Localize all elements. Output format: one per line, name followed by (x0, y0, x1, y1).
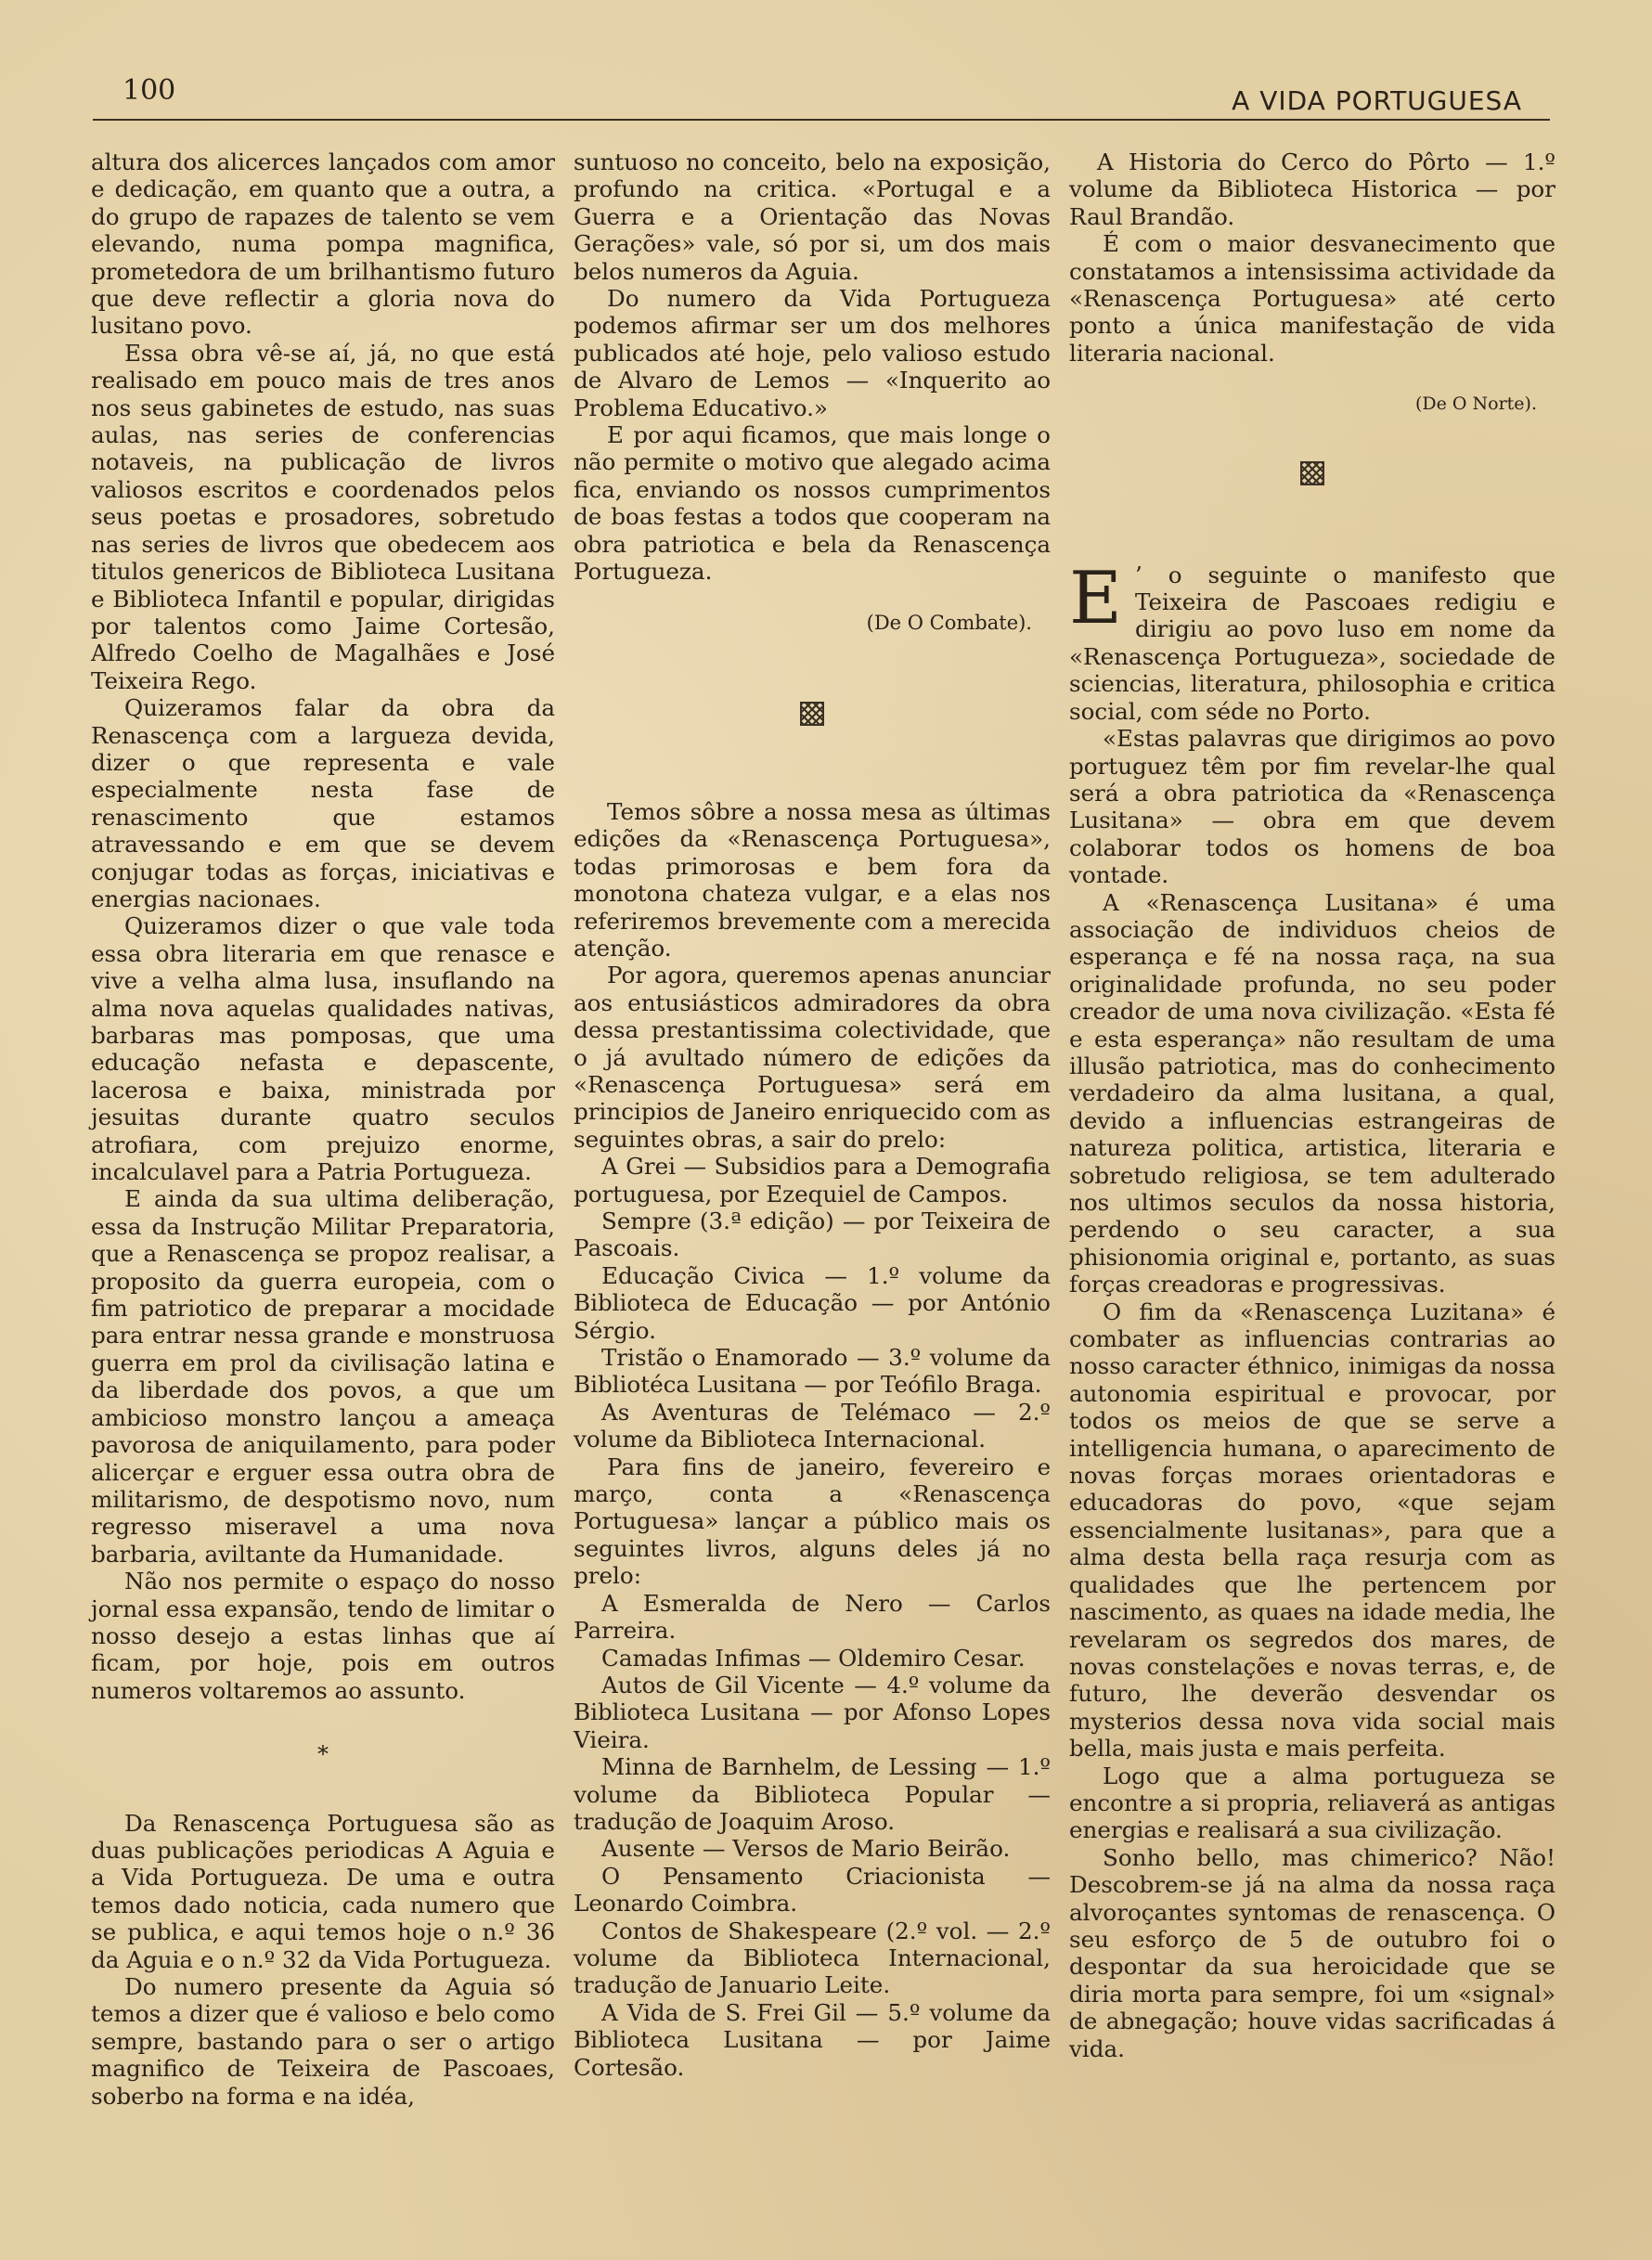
book-entry: As Aventuras de Telémaco — 2.º volume da Biblioteca Internacional. (574, 1398, 1051, 1453)
paragraph: Não nos permite o espaço do nosso jornal essa expansão, tendo de limitar o nosso desejo a estas linhas que aí ficam, por hoje, pois em outros numeros voltaremos ao assunto. (91, 1568, 555, 1704)
running-head: A VIDA PORTUGUESA (1232, 85, 1522, 116)
paragraph: O fim da «Renascença Luzitana» é combater as influencias contrarias ao nosso caracter éthnico, inimigas da nossa autonomia espiritual e provocar, por todos os meios de que se serve a intelligencia humana, o aparecimento de novas forças moraes orientadoras e educadoras do povo, «que sejam essencialmente lusitanas», para que a alma desta bella raça resurja com as qualidades que lhe pertencem por nascimento, as quaes na idade media, lhe revelaram os segredos dos mares, de novas constelações e novas terras, e, de futuro, lhe deverão desvendar os mysterios dessa nova vida social mais bella, mais justa e mais perfeita. (1069, 1298, 1555, 1763)
section-separator: * (317, 1741, 329, 1768)
source-credit: (De O Norte). (1414, 394, 1537, 415)
column-3 (1069, 149, 1555, 2062)
paragraph-text: ’ o seguinte o manifesto que Teixeira de Pascoaes redigiu e dirigiu ao povo luso em nome da «Renascença Portugueza», sociedade de sciencias, literatura, philosophia e critica social, com séde no Porto. (1069, 561, 1555, 725)
paragraph: E por aqui ficamos, que mais longe o não permite o motivo que alegado acima fica, enviando os nossos cumprimentos de boas festas a todos que cooperam na obra patriotica e bela da Renascença Portugueza. (574, 421, 1051, 586)
paragraph: Sonho bello, mas chimerico? Não! Descobrem-se já na alma da nossa raça alvoroçantes syntomas de renascença. O seu esforço de 5 de outubro foi o despontar da sua heroicidade que se diria morta para sempre, foi um «signal» de abnegação; houve vidas sacrificadas á vida. (1069, 1843, 1555, 2062)
header-rule (93, 119, 1550, 121)
paragraph: Temos sôbre a nossa mesa as últimas edições da «Renascença Portuguesa», todas primorosas e bem fora da monotona chateza vulgar, e a elas nos referiremos brevemente com a merecida atenção. (574, 797, 1051, 962)
column-2 (574, 149, 1051, 2081)
paragraph: Essa obra vê-se aí, já, no que está realisado em pouco mais de tres anos nos seus gabinetes de estudo, nas suas aulas, nas series de conferencias notaveis, na publicação de livros valiosos escritos e coordenados pelos seus poetas e prosadores, sobretudo nas series de livros que obedecem aos titulos genericos de Biblioteca Lusitana e Biblioteca Infantil e popular, dirigidas por talentos como Jaime Cortesão, Alfredo Coelho de Magalhães e José Teixeira Rego. (91, 339, 555, 694)
book-entry: Ausente — Versos de Mario Beirão. (601, 1835, 1011, 1863)
book-entry: Contos de Shakespeare (2.º vol. — 2.º volume da Biblioteca Internacional, tradução de Januario Leite. (574, 1917, 1051, 1999)
paragraph: Da Renascença Portuguesa são as duas publicações periodicas A Aguia e a Vida Portugueza. De uma e outra temos dado noticia, cada numero que se publica, e aqui temos hoje o n.º 36 da Aguia e o n.º 32 da Vida Portugueza. (91, 1809, 555, 1973)
ornament-icon (574, 702, 1051, 726)
book-entry: A Esmeralda de Nero — Carlos Parreira. (574, 1589, 1051, 1645)
paragraph: altura dos alicerces lançados com amor e dedicação, em quanto que a outra, a do grupo de rapazes de talento se vem elevando, numa pompa magnifica, prometedora de um brilhantismo futuro que deve reflectir a gloria nova do lusitano povo. (91, 149, 555, 340)
ornament-icon (1069, 461, 1555, 485)
column-1 (91, 149, 555, 2110)
drop-cap: E (1069, 556, 1122, 640)
book-entry: Sempre (3.ª edição) — por Teixeira de Pascoais. (574, 1207, 1051, 1262)
book-entry: A Historia do Cerco do Pôrto — 1.º volume da Biblioteca Historica — por Raul Brandão. (1069, 149, 1555, 230)
paragraph: «Estas palavras que dirigimos ao povo portuguez têm por fim revelar-lhe qual será a obra patriotica da «Renascença Lusitana» — obra em que devem colaborar todos os homens de boa vontade. (1069, 725, 1555, 889)
book-entry: Educação Civica — 1.º volume da Biblioteca de Educação — por António Sérgio. (574, 1261, 1051, 1344)
manifesto-intro (1069, 556, 1555, 725)
book-entry: A Grei — Subsidios para a Demografia portuguesa, por Ezequiel de Campos. (574, 1153, 1051, 1207)
paragraph: É com o maior desvanecimento que constatamos a intensissima actividade da «Renascença Portuguesa» até certo ponto a única manifestação de vida literaria nacional. (1069, 230, 1555, 367)
book-entry: O Pensamento Criacionista — Leonardo Coimbra. (574, 1862, 1051, 1918)
book-entry: Camadas Infimas — Oldemiro Cesar. (601, 1644, 1026, 1672)
paragraph: Quizeramos dizer o que vale toda essa obra literaria em que renasce e vive a velha alma lusa, insuflando na alma nova aquelas qualidades nativas, barbaras mas pomposas, que uma educação nefasta e depascente, lacerosa e baixa, ministrada por jesuitas durante quatro seculos atrofiara, com prejuizo enorme, incalculavel para a Patria Portugueza. (91, 912, 555, 1186)
page-number: 100 (123, 74, 176, 107)
book-entry: A Vida de S. Frei Gil — 5.º volume da Biblioteca Lusitana — por Jaime Cortesão. (574, 1998, 1051, 2081)
source-credit: (De O Combate). (866, 611, 1032, 634)
paragraph: E ainda da sua ultima deliberação, essa da Instrução Militar Preparatoria, que a Renascença se propoz realisar, a proposito da guerra europeia, com o fim patriotico de preparar a mocidade para entrar nessa grande e monstruosa guerra em prol da civilisação latina e da liberdade dos povos, a que um ambicioso monstro lançou a ameaça pavorosa de aniquilamento, para poder alicerçar e erguer essa outra obra de militarismo, de despotismo novo, num regresso miseravel a uma nova barbaria, aviltante da Humanidade. (91, 1185, 555, 1568)
paragraph: Do numero da Vida Portugueza podemos afirmar ser um dos melhores publicados até hoje, pelo valioso estudo de Alvaro de Lemos — «Inquerito ao Problema Educativo.» (574, 285, 1051, 421)
book-entry: Autos de Gil Vicente — 4.º volume da Biblioteca Lusitana — por Afonso Lopes Vieira. (574, 1671, 1051, 1753)
paragraph: Logo que a alma portugueza se encontre a si propria, reliaverá as antigas energias e realisará a sua civilização. (1069, 1762, 1555, 1844)
paragraph: A «Renascença Lusitana» é uma associação de individuos cheios de esperança e fé na nossa raça, na sua originalidade profunda, no seu poder creador de uma nova civilização. «Esta fé e esta esperança» não resultam de uma illusão patriotica, mas do conhecimento verdadeiro da alma lusitana, a qual, devido a influencias estrangeiras de natureza politica, artistica, literaria e sobretudo religiosa, se tem adulterado nos ultimos seculos da nossa historia, perdendo o seu caracter, a sua phisionomia original e, portanto, as suas forças creadoras e progressivas. (1069, 888, 1555, 1298)
paragraph: Para fins de janeiro, fevereiro e março, conta a «Renascença Portuguesa» lançar a público mais os seguintes livros, alguns deles já no prelo: (574, 1453, 1051, 1590)
paragraph: suntuoso no conceito, belo na exposição, profundo na critica. «Portugal e a Guerra e a Orientação das Novas Gerações» vale, só por si, um dos mais belos numeros da Aguia. (574, 149, 1051, 285)
book-entry: Tristão o Enamorado — 3.º volume da Bibliotéca Lusitana — por Teófilo Braga. (574, 1344, 1051, 1399)
book-entry: Minna de Barnhelm, de Lessing — 1.º volume da Biblioteca Popular — tradução de Joaquim Aroso. (574, 1753, 1051, 1835)
paragraph: Quizeramos falar da obra da Renascença com a largueza devida, dizer o que representa e vale especialmente nesta fase de renascimento que estamos atravessando e em que se devem conjugar todas as forças, iniciativas e energias nacionaes. (91, 694, 555, 912)
paragraph: Por agora, queremos apenas anunciar aos entusiásticos admiradores da obra dessa prestantissima colectividade, que o já avultado número de edições da «Renascença Portuguesa» será em principios de Janeiro enriquecido com as seguintes obras, a sair do prelo: (574, 962, 1051, 1153)
paragraph: Do numero presente da Aguia só temos a dizer que é valioso e belo como sempre, bastando para o ser o artigo magnifico de Teixeira de Pascoaes, soberbo na forma e na idéa, (91, 1973, 555, 2110)
